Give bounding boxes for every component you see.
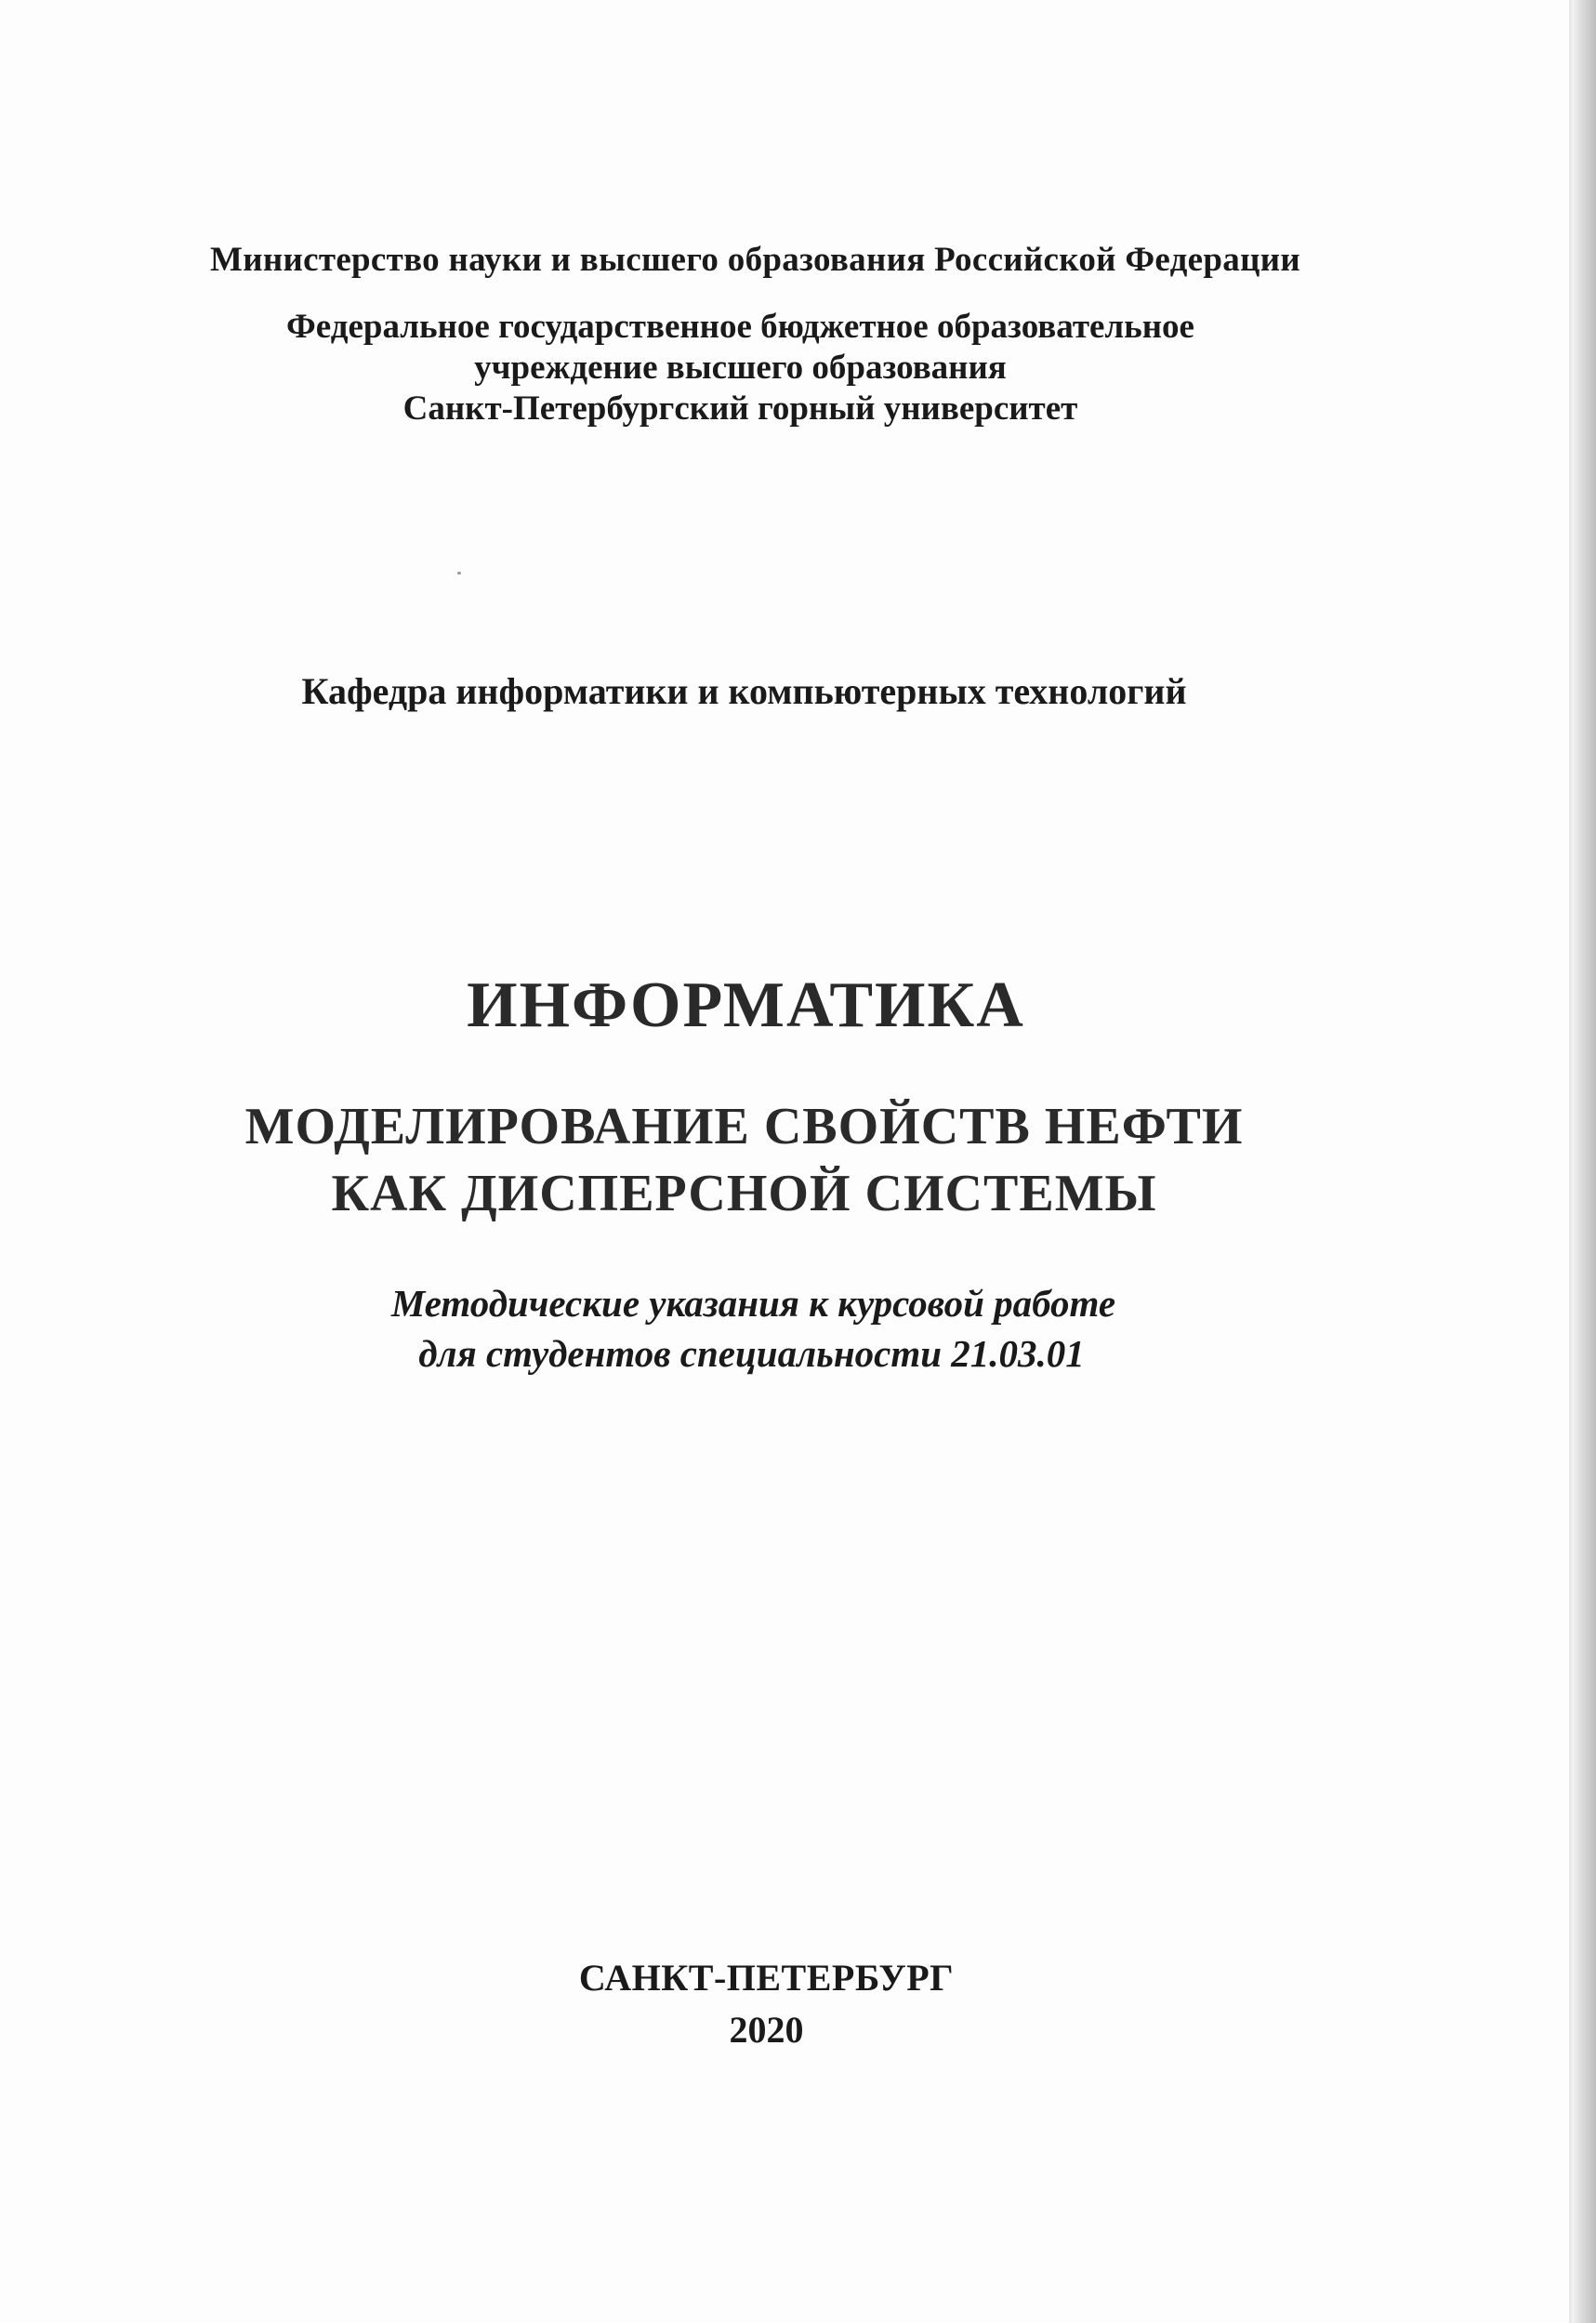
topic-title-line-2: КАК ДИСПЕРСНОЙ СИСТЕМЫ xyxy=(331,1165,1157,1222)
page-edge-shadow xyxy=(1572,0,1596,2323)
subject-title: ИНФОРМАТИКА xyxy=(467,970,1025,1041)
subtitle-line-1: Методические указания к курсовой работе xyxy=(390,1282,1116,1325)
institution-line-1: Федеральное государственное бюджетное образовательное xyxy=(286,308,1194,346)
publication-year: 2020 xyxy=(729,2009,804,2051)
scan-speck xyxy=(457,572,461,574)
institution-line-2: учреждение высшего образования xyxy=(474,349,1007,387)
ministry-heading: Министерство науки и высшего образования Российской Федерации xyxy=(210,241,1300,279)
publication-city: САНКТ-ПЕТЕРБУРГ xyxy=(578,1957,955,1999)
subtitle-line-2: для студентов специальности 21.03.01 xyxy=(418,1332,1085,1375)
institution-line-3: Санкт-Петербургский горный университет xyxy=(402,389,1078,428)
topic-title-line-1: МОДЕЛИРОВАНИЕ СВОЙСТВ НЕФТИ xyxy=(244,1098,1244,1155)
department-heading: Кафедра информатики и компьютерных технологий xyxy=(301,670,1187,712)
